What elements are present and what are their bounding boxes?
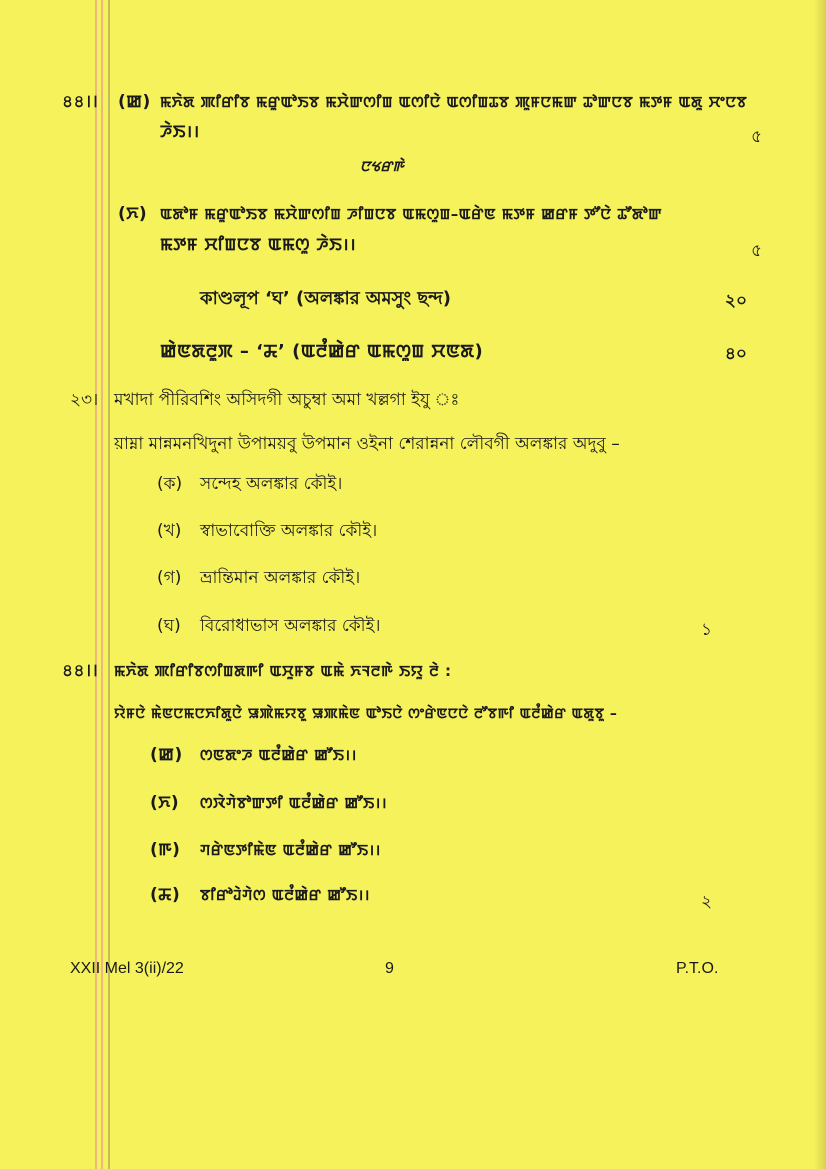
q23-option-a-text: সন্দেহ অলঙ্কার কৌই। <box>200 474 343 494</box>
q23-line1: মখাদা পীরিবশিং অসিদগী অচুম্বা অমা খল্লগা ইযু ঃ <box>114 390 460 410</box>
q23-option-b-text: স্বাভাবোক্তি অলঙ্কার কৌই। <box>200 521 378 541</box>
q44-a-line2: ꯍꯥꯏ।। <box>160 122 200 142</box>
section-heading-meetei: ꯀꯥꯟꯗꯂꯨꯞ – ‘ꯘ’ (ꯑꯂꯪꯀꯥꯔ ꯑꯃꯁꯨꯡ ꯆꯟꯗ) <box>160 341 484 362</box>
q44b-option-a-label: (ꯀ) <box>150 745 183 765</box>
q23-option-c-label: (গ) <box>157 568 182 588</box>
q44b-option-a-text: ꯁꯟꯗꯦꯍ ꯑꯂꯪꯀꯥꯔ ꯀꯧꯏ।। <box>200 746 357 764</box>
q44-a-label: (ꯀ) <box>118 92 151 112</box>
q44b-option-c-label: (ꯒ) <box>150 840 181 860</box>
section-marks-meetei: ৪০ <box>724 344 747 364</box>
q44b-option-c-text: ꯚꯔꯥꯟꯇꯤꯃꯥꯟ ꯑꯂꯪꯀꯥꯔ ꯀꯧꯏ।। <box>200 841 381 859</box>
q23-option-c-text: ভ্রান্তিমান অলঙ্কার কৌই। <box>200 568 361 588</box>
q23-marks: ১ <box>700 620 712 640</box>
footer-code: XXII Mel 3(ii)/22 <box>70 960 184 977</box>
q44b-number: ৪৪।। <box>62 661 99 681</box>
section-heading-bengali: কাণ্ডলূপ ‘ঘ’ (অলঙ্কার অমসুং ছন্দ) <box>200 288 451 309</box>
q23-line2: য়াম্না মান্নমনখিদুনা উপাময়বু উপমান ওইনা শেরান্ননা লৌবগী অলঙ্কার অদুবু – <box>114 434 620 454</box>
q23-option-a-label: (ক) <box>157 474 183 494</box>
q44-b-marks: ৫ <box>750 241 762 261</box>
q44b-option-d-text: ꯕꯤꯔꯣꯙꯥꯚꯥꯁ ꯑꯂꯪꯀꯥꯔ ꯀꯧꯏ।। <box>200 886 370 904</box>
q44b-option-b-text: ꯁꯋꯥꯚꯥꯕꯣꯛꯇꯤ ꯑꯂꯪꯀꯥꯔ ꯀꯧꯏ।। <box>200 794 388 812</box>
q44b-line1: ꯃꯈꯥꯗ ꯄꯤꯔꯤꯕꯁꯤꯡꯗꯒꯤ ꯑꯆꯨꯝꯕ ꯑꯃꯥ ꯈꯜꯂꯒꯥ ꯏꯌꯨ ꯂꯥ : <box>114 662 452 680</box>
nattraga-label: ꯅꯠꯔꯒꯥ <box>360 159 404 175</box>
q44-b-label: (ꯈ) <box>118 204 148 224</box>
margin-rule-red <box>95 0 97 1169</box>
page-edge-shadow <box>814 0 826 1169</box>
footer-page-number: 9 <box>385 960 394 977</box>
q44b-marks: ২ <box>700 892 712 912</box>
margin-rule-grey <box>108 0 110 1169</box>
q44b-option-b-label: (ꯈ) <box>150 793 180 813</box>
q23-option-d-text: বিরোধাভাস অলঙ্কার কৌই। <box>200 616 381 636</box>
section-marks-bengali: ২০ <box>724 291 747 311</box>
q44b-option-d-label: (ꯘ) <box>150 885 181 905</box>
q44-number: ৪৪।। <box>62 92 99 112</box>
margin-rule-red-2 <box>101 0 103 1169</box>
q44b-line2: ꯌꯥꯝꯅꯥ ꯃꯥꯟꯅꯃꯅꯈꯤꯗꯨꯅꯥ ꯎꯄꯥꯃꯌꯕꯨ ꯎꯄꯃꯥꯟ ꯑꯣꯏꯅꯥ ꯁꯦꯔꯥꯟꯅꯅꯥ ꯂꯧꯕꯒꯤ ꯑꯂꯪꯀꯥꯔ ꯑꯗꯨꯕꯨ – <box>114 706 618 722</box>
q23-number: ২৩। <box>70 390 99 410</box>
q44-b-line2: ꯃꯇꯝ ꯆꯤꯡꯅꯕ ꯑꯃꯁꯨ ꯍꯥꯏ।। <box>160 235 357 255</box>
q44-b-line1: ꯑꯗꯣꯝ ꯃꯔꯨꯑꯣꯏꯕ ꯃꯆꯥꯛꯁꯤꯡ ꯍꯤꯡꯅꯕ ꯑꯃꯁꯨꯡ–ꯑꯔꯥꯟ ꯃꯇꯝ ꯀꯔꯝ ꯇꯧꯅꯥ ꯊꯧꯗꯣꯛ <box>160 205 663 223</box>
footer-pto: P.T.O. <box>676 960 719 977</box>
q44-a-line1: ꯃꯈꯥꯗ ꯄꯤꯔꯤꯕ ꯃꯔꯨꯑꯣꯏꯕ ꯃꯆꯥꯛꯁꯤꯡ ꯑꯁꯤꯅꯥ ꯑꯁꯤꯡꯊꯕ ꯄꯨꯝꯅꯃꯛ ꯊꯣꯛꯅꯕ ꯃꯇꯝ ꯑꯗꯨ ꯆꯦꯅꯕ <box>160 93 748 111</box>
q23-option-d-label: (ঘ) <box>157 616 181 636</box>
q44-a-marks: ৫ <box>750 127 762 147</box>
q23-option-b-label: (খ) <box>157 521 182 541</box>
